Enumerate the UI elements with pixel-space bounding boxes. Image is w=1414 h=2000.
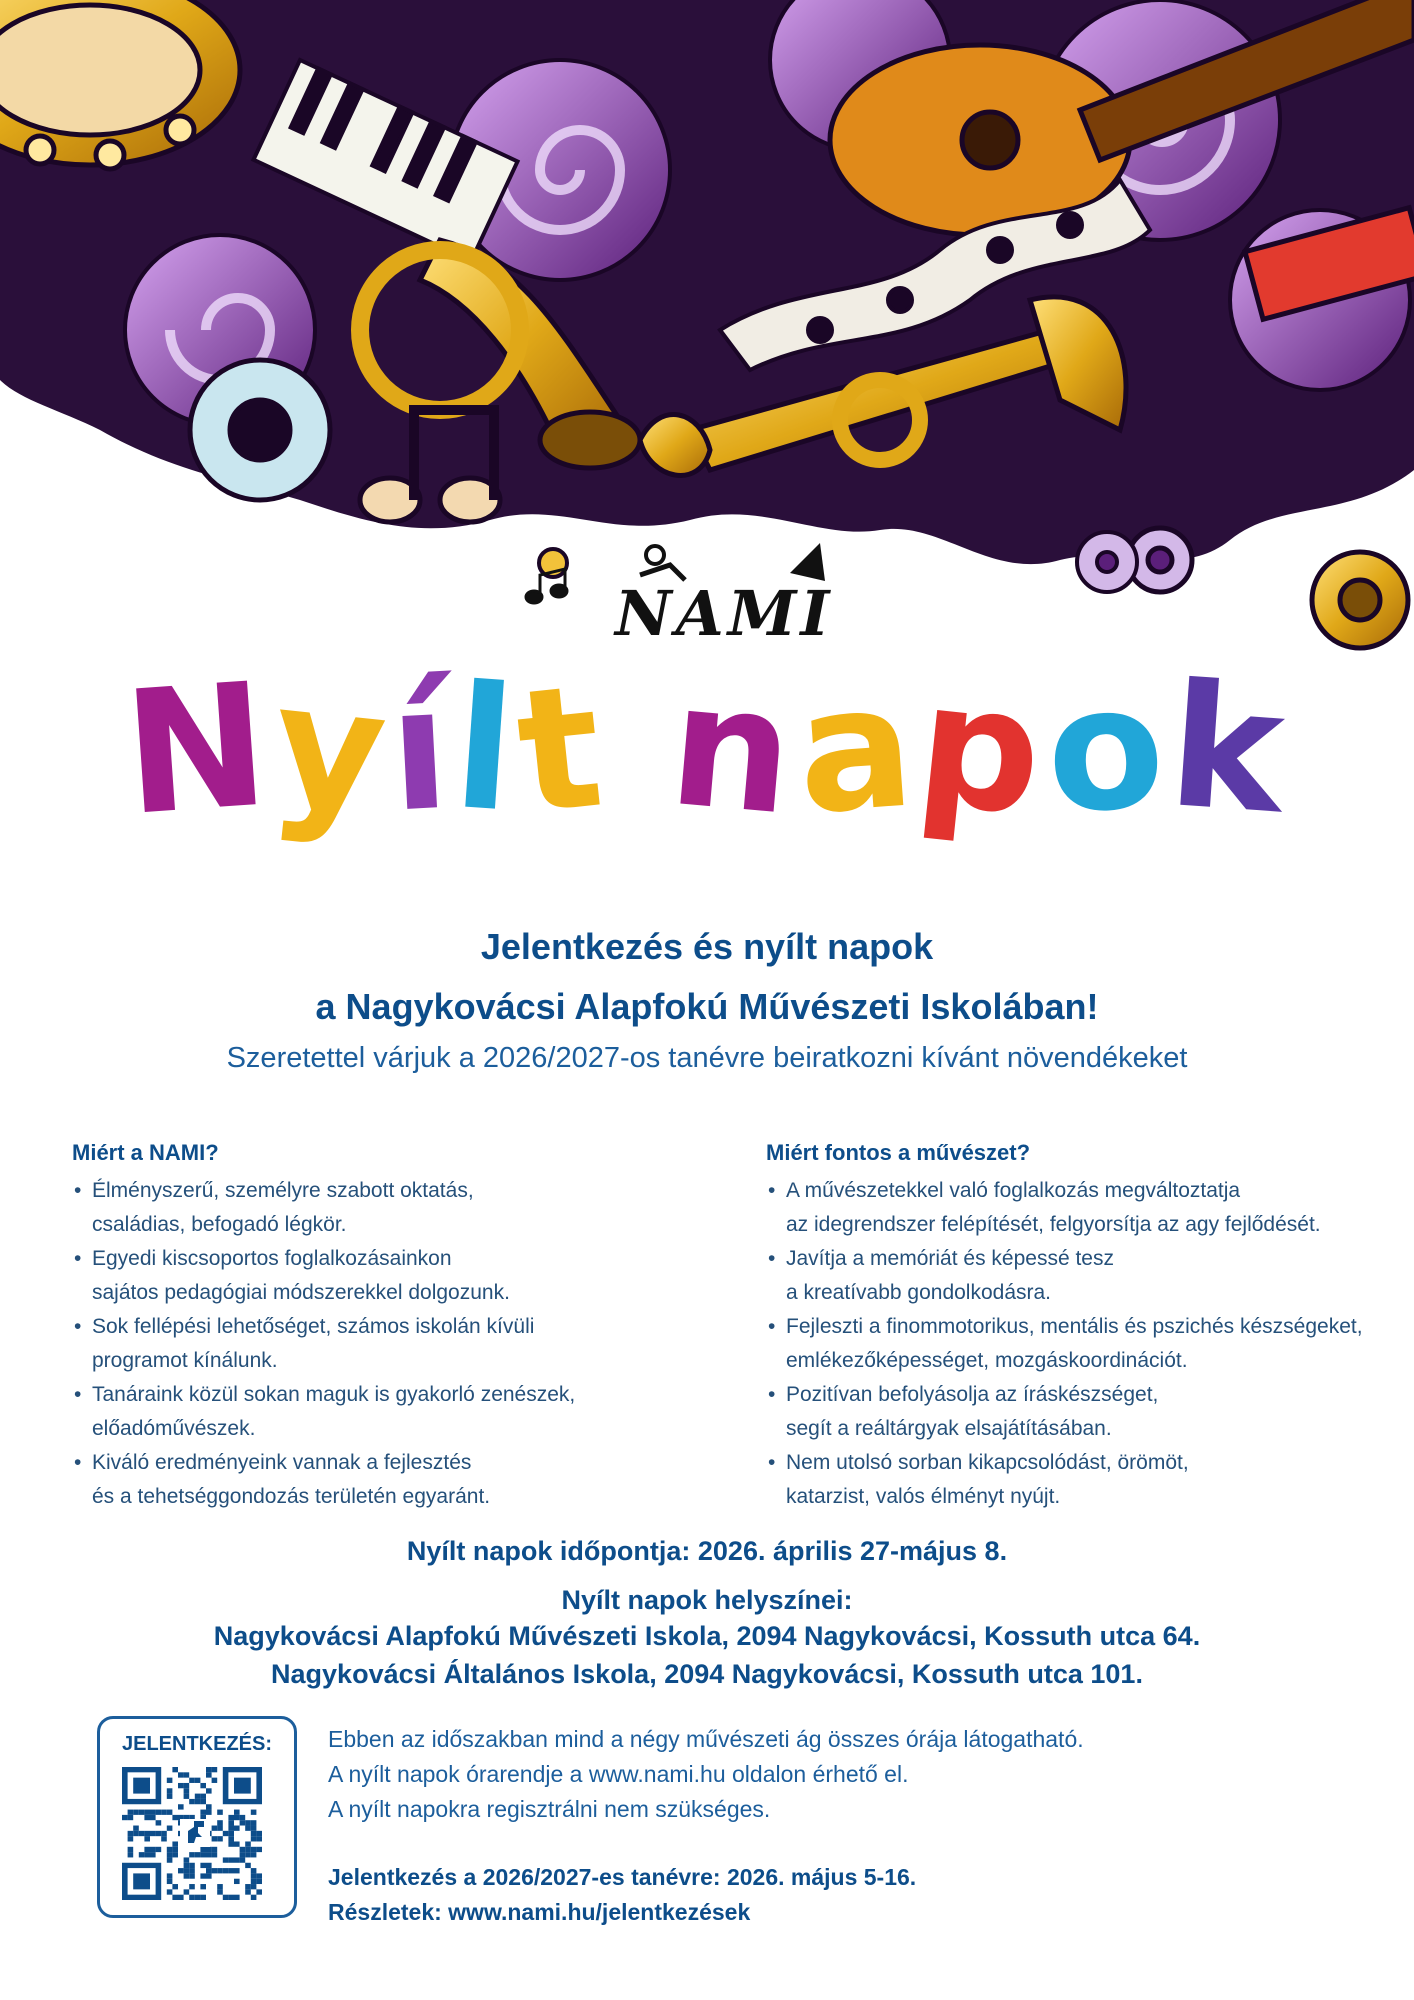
open-days-location-2: Nagykovácsi Általános Iskola, 2094 Nagykovácsi, Kossuth utca 101.	[271, 1659, 1143, 1689]
list-item: • Javítja a memóriát és képessé tesz a kreatívabb gondolkodásra.	[766, 1242, 1386, 1310]
title-letter	[606, 640, 671, 860]
main-title	[0, 640, 1414, 860]
list-item: • Élményszerű, személyre szabott oktatás, családias, befogadó légkör.	[72, 1174, 592, 1242]
why-nami-list	[72, 1174, 592, 1514]
headline-subtitle: Szeretettel várjuk a 2026/2027-os tanévre beiratkozni kívánt növendékeket	[226, 1042, 1188, 1074]
title-letter: n	[663, 645, 807, 855]
title-letter: í	[385, 649, 460, 851]
list-item: • Sok fellépési lehetőséget, számos iskolán kívüli programot kínálunk.	[72, 1310, 592, 1378]
list-item: • Tanáraink közül sokan maguk is gyakorló zenészek, előadóművészek.	[72, 1378, 592, 1446]
title-letter: l	[447, 648, 526, 852]
info-line-1: Ebben az időszakban mind a négy művészeti ág összes órája látogatható.	[328, 1726, 1084, 1752]
open-days-dates: Nyílt napok időpontja: 2026. április 27-május 8.	[406, 1536, 1008, 1566]
why-nami-heading: Miért a NAMI?	[72, 1140, 219, 1165]
title-letter: t	[508, 646, 617, 854]
title-letter: p	[909, 644, 1057, 856]
title-letter: y	[263, 645, 401, 855]
list-item: • Egyedi kiscsoportos foglalkozásainkon sajátos pedagógiai módszerekkel dolgozunk.	[72, 1242, 592, 1310]
list-item: • Kiváló eredményeink vannak a fejlesztés és a tehetséggondozás területén egyaránt.	[72, 1446, 592, 1514]
list-item: • Fejleszti a finommotorikus, mentális és pszichés készségeket, emlékezőképességet, mozgáskoordinációt.	[766, 1310, 1386, 1378]
open-days-locations-heading: Nyílt napok helyszínei:	[561, 1585, 853, 1615]
qr-code-icon[interactable]	[122, 1767, 272, 1907]
headline-line-1: Jelentkezés és nyílt napok	[480, 926, 934, 967]
list-item: • A művészetekkel való foglalkozás megváltoztatja az idegrendszer felépítését, felgyorsítja az agy fejlődését.	[766, 1174, 1386, 1242]
list-item: • Pozitívan befolyásolja az íráskészséget, segít a reáltárgyak elsajátításában.	[766, 1378, 1386, 1446]
open-days-location-1: Nagykovácsi Alapfokú Művészeti Iskola, 2094 Nagykovácsi, Kossuth utca 64.	[213, 1621, 1201, 1651]
why-nami-section	[72, 1136, 592, 1514]
registration-qr-box[interactable]	[97, 1716, 297, 1918]
title-letter: o	[1041, 647, 1175, 853]
title-letter: a	[791, 647, 926, 853]
logo-text: NAMI	[615, 577, 834, 650]
why-art-section	[766, 1136, 1386, 1514]
list-item: • Nem utolsó sorban kikapcsolódást, örömöt, katarzist, valós élményt nyújt.	[766, 1446, 1386, 1514]
registration-deadline: Jelentkezés a 2026/2027-es tanévre: 2026. május 5-16.	[328, 1864, 917, 1890]
info-line-3: A nyílt napokra regisztrálni nem szükséges.	[328, 1796, 771, 1822]
registration-label: JELENTKEZÉS:	[121, 1733, 273, 1755]
registration-details-link[interactable]: Részletek: www.nami.hu/jelentkezések	[328, 1899, 751, 1925]
why-art-list	[766, 1174, 1386, 1514]
headline-line-2: a Nagykovácsi Alapfokú Művészeti Iskolában!	[315, 986, 1099, 1027]
info-line-2: A nyílt napok órarendje a www.nami.hu oldalon érhető el.	[328, 1761, 909, 1787]
title-letter: k	[1162, 647, 1296, 853]
why-art-heading: Miért fontos a művészet?	[766, 1140, 1031, 1165]
title-letter: N	[118, 646, 281, 854]
